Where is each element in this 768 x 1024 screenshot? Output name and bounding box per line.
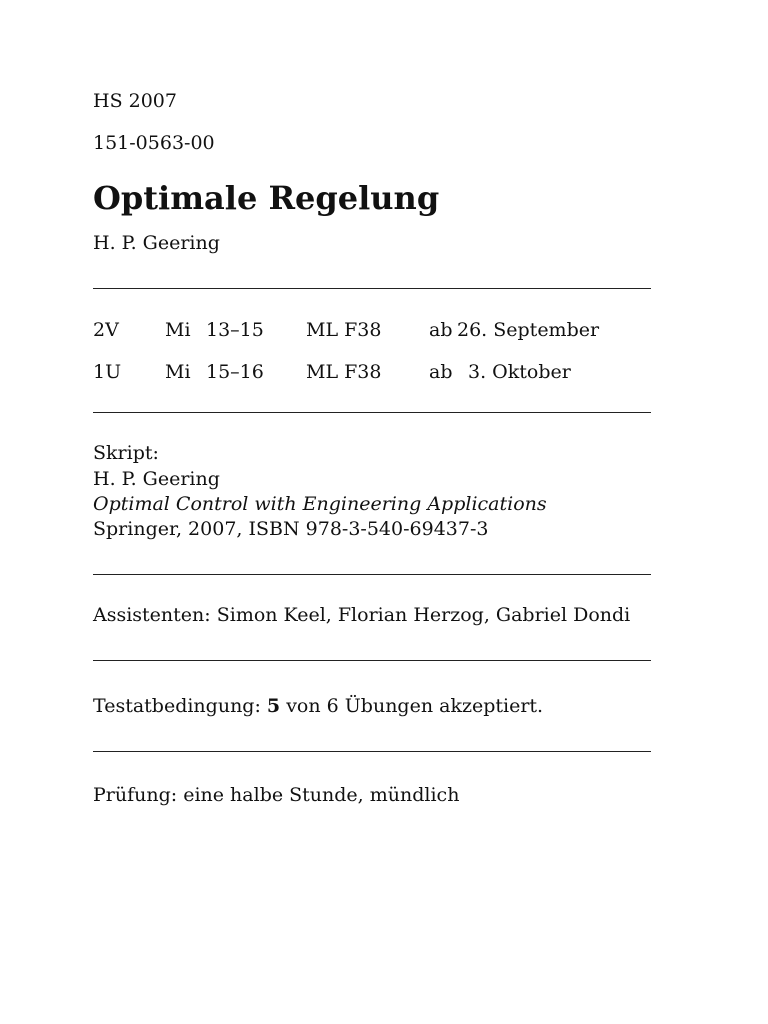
script-label: Skript: xyxy=(93,442,159,464)
exam-text: Prüfung: eine halbe Stunde, mündlich xyxy=(93,784,460,806)
schedule-type: 2V xyxy=(93,319,119,341)
testat-label: Testatbedingung: xyxy=(93,695,261,717)
script-author: H. P. Geering xyxy=(93,468,220,490)
schedule-day: Mi xyxy=(165,361,191,383)
schedule-type: 1U xyxy=(93,361,122,383)
schedule-room: ML F38 xyxy=(306,319,382,341)
page-title: Optimale Regelung xyxy=(93,179,440,217)
schedule-from-label: ab xyxy=(429,319,453,341)
schedule-from-label: ab xyxy=(429,361,453,383)
schedule-start: 3. Oktober xyxy=(468,361,571,383)
divider xyxy=(93,751,651,752)
schedule-time: 15–16 xyxy=(206,361,264,383)
divider xyxy=(93,288,651,289)
schedule-time: 13–15 xyxy=(206,319,264,341)
testat-rest: von 6 Übungen akzeptiert. xyxy=(286,695,544,717)
divider xyxy=(93,660,651,661)
lecturer: H. P. Geering xyxy=(93,232,220,254)
schedule-day: Mi xyxy=(165,319,191,341)
script-publication: Springer, 2007, ISBN 978-3-540-69437-3 xyxy=(93,518,489,540)
divider xyxy=(93,412,651,413)
schedule-start: 26. September xyxy=(457,319,600,341)
testat-count: 5 xyxy=(266,695,281,717)
assistants-text: Assistenten: Simon Keel, Florian Herzog, Gabriel Dondi xyxy=(93,604,631,626)
schedule-room: ML F38 xyxy=(306,361,382,383)
divider xyxy=(93,574,651,575)
semester: HS 2007 xyxy=(93,90,177,112)
course-number: 151-0563-00 xyxy=(93,132,215,154)
script-book-title: Optimal Control with Engineering Applications xyxy=(93,493,547,515)
testat-condition xyxy=(93,694,543,718)
